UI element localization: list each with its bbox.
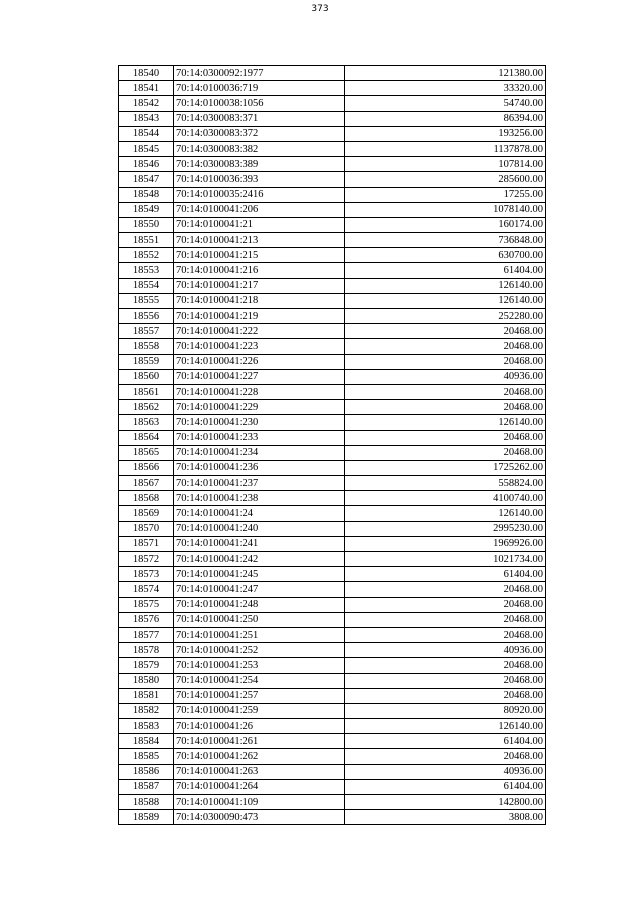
- cadastral-number-cell: 70:14:0100041:230: [174, 415, 345, 430]
- row-number-cell: 18580: [119, 673, 174, 688]
- row-number-cell: 18566: [119, 460, 174, 475]
- table-row: [119, 506, 546, 521]
- row-number-cell: 18546: [119, 157, 174, 172]
- table-row: [119, 354, 546, 369]
- cadastral-number-cell: 70:14:0100041:248: [174, 597, 345, 612]
- row-number-cell: 18564: [119, 430, 174, 445]
- row-number-cell: 18576: [119, 612, 174, 627]
- amount-cell: 126140.00: [345, 278, 546, 293]
- table-row: [119, 187, 546, 202]
- amount-cell: 160174.00: [345, 217, 546, 232]
- row-number-cell: 18578: [119, 643, 174, 658]
- row-number-cell: 18568: [119, 491, 174, 506]
- table-row: [119, 673, 546, 688]
- cadastral-number-cell: 70:14:0100041:253: [174, 658, 345, 673]
- amount-cell: 20468.00: [345, 612, 546, 627]
- amount-cell: 1969926.00: [345, 536, 546, 551]
- cadastral-number-cell: 70:14:0100035:2416: [174, 187, 345, 202]
- amount-cell: 20468.00: [345, 354, 546, 369]
- row-number-cell: 18586: [119, 764, 174, 779]
- row-number-cell: 18574: [119, 582, 174, 597]
- row-number-cell: 18582: [119, 703, 174, 718]
- cadastral-number-cell: 70:14:0100041:26: [174, 719, 345, 734]
- cadastral-number-cell: 70:14:0300092:1977: [174, 66, 345, 81]
- table-row: [119, 369, 546, 384]
- cadastral-number-cell: 70:14:0100041:233: [174, 430, 345, 445]
- amount-cell: 3808.00: [345, 810, 546, 825]
- table-row: [119, 202, 546, 217]
- table-row: [119, 233, 546, 248]
- amount-cell: 1137878.00: [345, 141, 546, 156]
- table-row: [119, 476, 546, 491]
- row-number-cell: 18557: [119, 324, 174, 339]
- cadastral-number-cell: 70:14:0300083:371: [174, 111, 345, 126]
- table-row: [119, 384, 546, 399]
- amount-cell: 20468.00: [345, 673, 546, 688]
- cadastral-number-cell: 70:14:0300090:473: [174, 810, 345, 825]
- amount-cell: 20468.00: [345, 339, 546, 354]
- cadastral-number-cell: 70:14:0100041:24: [174, 506, 345, 521]
- amount-cell: 54740.00: [345, 96, 546, 111]
- row-number-cell: 18544: [119, 126, 174, 141]
- amount-cell: 61404.00: [345, 567, 546, 582]
- table-row: [119, 779, 546, 794]
- table-row: [119, 658, 546, 673]
- amount-cell: 20468.00: [345, 324, 546, 339]
- records-table: [118, 65, 546, 825]
- table-row: [119, 445, 546, 460]
- row-number-cell: 18561: [119, 384, 174, 399]
- amount-cell: 20468.00: [345, 627, 546, 642]
- amount-cell: 20468.00: [345, 658, 546, 673]
- cadastral-number-cell: 70:14:0100041:206: [174, 202, 345, 217]
- cadastral-number-cell: 70:14:0100041:237: [174, 476, 345, 491]
- table-row: [119, 324, 546, 339]
- row-number-cell: 18563: [119, 415, 174, 430]
- cadastral-number-cell: 70:14:0100041:217: [174, 278, 345, 293]
- cadastral-number-cell: 70:14:0100041:264: [174, 779, 345, 794]
- cadastral-number-cell: 70:14:0100041:261: [174, 734, 345, 749]
- table-row: [119, 749, 546, 764]
- table-row: [119, 582, 546, 597]
- amount-cell: 252280.00: [345, 309, 546, 324]
- amount-cell: 20468.00: [345, 445, 546, 460]
- cadastral-number-cell: 70:14:0100041:21: [174, 217, 345, 232]
- table-row: [119, 400, 546, 415]
- table-row: [119, 491, 546, 506]
- table-row: [119, 795, 546, 810]
- cadastral-number-cell: 70:14:0100041:216: [174, 263, 345, 278]
- table-row: [119, 141, 546, 156]
- table-row: [119, 172, 546, 187]
- amount-cell: 86394.00: [345, 111, 546, 126]
- cadastral-number-cell: 70:14:0100041:219: [174, 309, 345, 324]
- row-number-cell: 18556: [119, 309, 174, 324]
- amount-cell: 126140.00: [345, 415, 546, 430]
- table-row: [119, 81, 546, 96]
- row-number-cell: 18548: [119, 187, 174, 202]
- row-number-cell: 18542: [119, 96, 174, 111]
- cadastral-number-cell: 70:14:0100041:240: [174, 521, 345, 536]
- cadastral-number-cell: 70:14:0100041:227: [174, 369, 345, 384]
- row-number-cell: 18571: [119, 536, 174, 551]
- cadastral-number-cell: 70:14:0100041:251: [174, 627, 345, 642]
- cadastral-number-cell: 70:14:0100041:236: [174, 460, 345, 475]
- table-row: [119, 764, 546, 779]
- cadastral-number-cell: 70:14:0100041:215: [174, 248, 345, 263]
- row-number-cell: 18584: [119, 734, 174, 749]
- cadastral-number-cell: 70:14:0100041:245: [174, 567, 345, 582]
- amount-cell: 1078140.00: [345, 202, 546, 217]
- cadastral-number-cell: 70:14:0100041:259: [174, 703, 345, 718]
- amount-cell: 126140.00: [345, 719, 546, 734]
- amount-cell: 285600.00: [345, 172, 546, 187]
- cadastral-number-cell: 70:14:0100041:218: [174, 293, 345, 308]
- table-row: [119, 278, 546, 293]
- row-number-cell: 18577: [119, 627, 174, 642]
- table-row: [119, 810, 546, 825]
- table-row: [119, 703, 546, 718]
- amount-cell: 61404.00: [345, 779, 546, 794]
- cadastral-number-cell: 70:14:0100041:247: [174, 582, 345, 597]
- row-number-cell: 18551: [119, 233, 174, 248]
- row-number-cell: 18567: [119, 476, 174, 491]
- table-row: [119, 309, 546, 324]
- table-row: [119, 643, 546, 658]
- amount-cell: 40936.00: [345, 643, 546, 658]
- cadastral-number-cell: 70:14:0100041:229: [174, 400, 345, 415]
- cadastral-number-cell: 70:14:0300083:389: [174, 157, 345, 172]
- amount-cell: 121380.00: [345, 66, 546, 81]
- cadastral-number-cell: 70:14:0100041:228: [174, 384, 345, 399]
- amount-cell: 558824.00: [345, 476, 546, 491]
- row-number-cell: 18543: [119, 111, 174, 126]
- row-number-cell: 18550: [119, 217, 174, 232]
- amount-cell: 33320.00: [345, 81, 546, 96]
- cadastral-number-cell: 70:14:0100038:1056: [174, 96, 345, 111]
- row-number-cell: 18585: [119, 749, 174, 764]
- row-number-cell: 18562: [119, 400, 174, 415]
- cadastral-number-cell: 70:14:0100041:254: [174, 673, 345, 688]
- cadastral-number-cell: 70:14:0100041:222: [174, 324, 345, 339]
- cadastral-number-cell: 70:14:0300083:372: [174, 126, 345, 141]
- table-row: [119, 339, 546, 354]
- amount-cell: 20468.00: [345, 400, 546, 415]
- row-number-cell: 18554: [119, 278, 174, 293]
- amount-cell: 61404.00: [345, 734, 546, 749]
- amount-cell: 40936.00: [345, 369, 546, 384]
- row-number-cell: 18547: [119, 172, 174, 187]
- cadastral-number-cell: 70:14:0100041:234: [174, 445, 345, 460]
- row-number-cell: 18552: [119, 248, 174, 263]
- amount-cell: 20468.00: [345, 688, 546, 703]
- row-number-cell: 18579: [119, 658, 174, 673]
- row-number-cell: 18541: [119, 81, 174, 96]
- amount-cell: 142800.00: [345, 795, 546, 810]
- table-row: [119, 521, 546, 536]
- row-number-cell: 18587: [119, 779, 174, 794]
- amount-cell: 40936.00: [345, 764, 546, 779]
- row-number-cell: 18572: [119, 552, 174, 567]
- row-number-cell: 18569: [119, 506, 174, 521]
- cadastral-number-cell: 70:14:0100041:241: [174, 536, 345, 551]
- amount-cell: 61404.00: [345, 263, 546, 278]
- amount-cell: 80920.00: [345, 703, 546, 718]
- table-row: [119, 111, 546, 126]
- amount-cell: 17255.00: [345, 187, 546, 202]
- table-row: [119, 734, 546, 749]
- amount-cell: 20468.00: [345, 384, 546, 399]
- row-number-cell: 18545: [119, 141, 174, 156]
- amount-cell: 20468.00: [345, 749, 546, 764]
- amount-cell: 20468.00: [345, 430, 546, 445]
- cadastral-number-cell: 70:14:0100041:257: [174, 688, 345, 703]
- amount-cell: 1021734.00: [345, 552, 546, 567]
- table-row: [119, 536, 546, 551]
- table-row: [119, 293, 546, 308]
- row-number-cell: 18549: [119, 202, 174, 217]
- table-row: [119, 719, 546, 734]
- cadastral-number-cell: 70:14:0100041:252: [174, 643, 345, 658]
- amount-cell: 4100740.00: [345, 491, 546, 506]
- page-number: 373: [311, 4, 329, 14]
- table-row: [119, 415, 546, 430]
- table-row: [119, 567, 546, 582]
- table-row: [119, 66, 546, 81]
- row-number-cell: 18555: [119, 293, 174, 308]
- row-number-cell: 18588: [119, 795, 174, 810]
- table-row: [119, 217, 546, 232]
- amount-cell: 1725262.00: [345, 460, 546, 475]
- table-row: [119, 248, 546, 263]
- cadastral-number-cell: 70:14:0100036:719: [174, 81, 345, 96]
- cadastral-number-cell: 70:14:0100041:238: [174, 491, 345, 506]
- table-row: [119, 597, 546, 612]
- records-body: [119, 66, 546, 825]
- row-number-cell: 18558: [119, 339, 174, 354]
- cadastral-number-cell: 70:14:0100041:213: [174, 233, 345, 248]
- amount-cell: 20468.00: [345, 582, 546, 597]
- table-row: [119, 627, 546, 642]
- amount-cell: 2995230.00: [345, 521, 546, 536]
- amount-cell: 630700.00: [345, 248, 546, 263]
- amount-cell: 736848.00: [345, 233, 546, 248]
- table-row: [119, 688, 546, 703]
- cadastral-number-cell: 70:14:0100041:226: [174, 354, 345, 369]
- row-number-cell: 18559: [119, 354, 174, 369]
- table-row: [119, 263, 546, 278]
- row-number-cell: 18553: [119, 263, 174, 278]
- table-row: [119, 430, 546, 445]
- row-number-cell: 18575: [119, 597, 174, 612]
- cadastral-number-cell: 70:14:0100041:242: [174, 552, 345, 567]
- row-number-cell: 18583: [119, 719, 174, 734]
- row-number-cell: 18565: [119, 445, 174, 460]
- table-row: [119, 126, 546, 141]
- table-row: [119, 157, 546, 172]
- amount-cell: 126140.00: [345, 293, 546, 308]
- amount-cell: 107814.00: [345, 157, 546, 172]
- amount-cell: 193256.00: [345, 126, 546, 141]
- table-row: [119, 96, 546, 111]
- row-number-cell: 18589: [119, 810, 174, 825]
- cadastral-number-cell: 70:14:0100041:223: [174, 339, 345, 354]
- amount-cell: 20468.00: [345, 597, 546, 612]
- amount-cell: 126140.00: [345, 506, 546, 521]
- table-row: [119, 612, 546, 627]
- cadastral-number-cell: 70:14:0100041:109: [174, 795, 345, 810]
- row-number-cell: 18573: [119, 567, 174, 582]
- row-number-cell: 18570: [119, 521, 174, 536]
- cadastral-number-cell: 70:14:0100036:393: [174, 172, 345, 187]
- table-row: [119, 552, 546, 567]
- table-row: [119, 460, 546, 475]
- row-number-cell: 18560: [119, 369, 174, 384]
- cadastral-number-cell: 70:14:0100041:263: [174, 764, 345, 779]
- cadastral-number-cell: 70:14:0300083:382: [174, 141, 345, 156]
- cadastral-number-cell: 70:14:0100041:262: [174, 749, 345, 764]
- row-number-cell: 18540: [119, 66, 174, 81]
- cadastral-number-cell: 70:14:0100041:250: [174, 612, 345, 627]
- row-number-cell: 18581: [119, 688, 174, 703]
